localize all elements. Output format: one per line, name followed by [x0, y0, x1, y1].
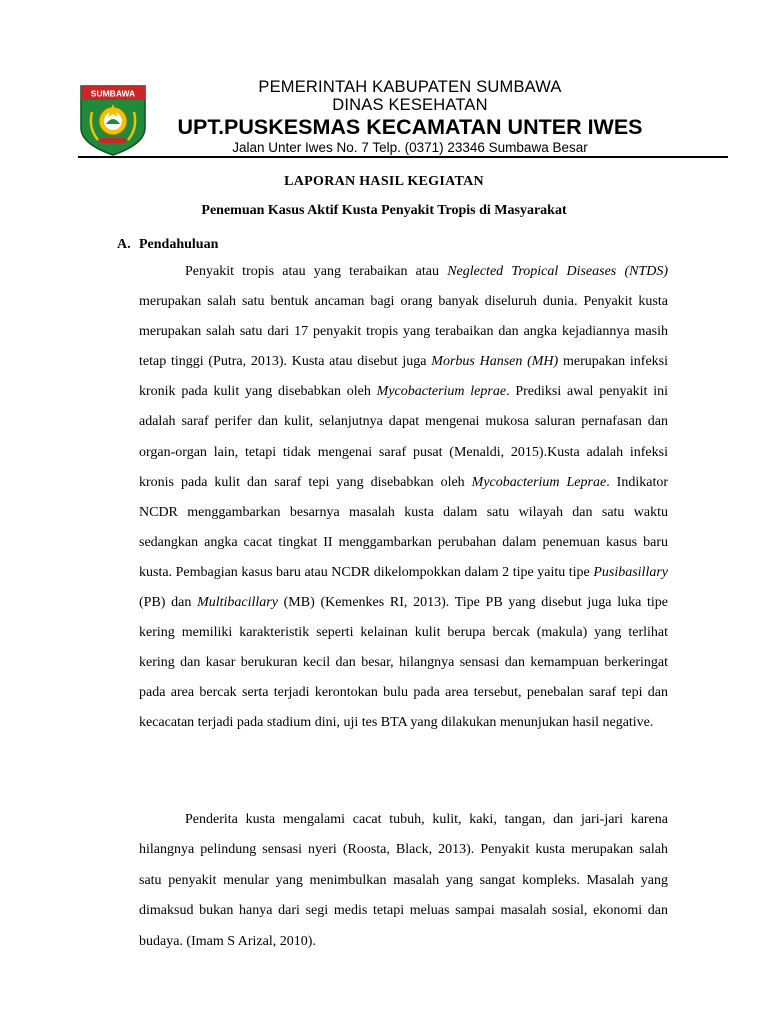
address-line: Jalan Unter Iwes No. 7 Telp. (0371) 23346 Sumbawa Besar [232, 140, 588, 155]
letterhead [0, 0, 768, 165]
government-name: PEMERINTAH KABUPATEN SUMBAWA [258, 78, 562, 96]
p1-text-10: (PB) dan [139, 595, 198, 611]
p1-term-mycobacterium-leprae: Mycobacterium leprae [376, 384, 507, 400]
p1-text-4: merupakan infeksi kronik pada kulit yang disebabkan oleh [139, 354, 669, 400]
report-subtitle: Penemuan Kasus Aktif Kusta Penyakit Tropis di Masyarakat [201, 203, 567, 218]
report-title: LAPORAN HASIL KEGIATAN [284, 174, 484, 189]
p1-text-8: . Indikator NCDR menggambarkan besarnya masalah kusta dalam satu wilayah dan satu waktu sedangkan angka cacat tingkat II menggambarkan perubahan dalam penemuan kasus baru kusta. Pembagian kasus baru atau NCDR dikelompokkan dalam 2 tipe yaitu tipe [139, 474, 668, 580]
paragraph-1 [139, 257, 668, 739]
department-name: DINAS KESEHATAN [332, 96, 488, 114]
p1-text-12: (MB) (Kemenkes RI, 2013). Tipe PB yang disebut juga luka tipe kering memiliki karakteristik seperti kelainan kulit berupa bercak (makula) yang terlihat kering dan kasar berukuran kecil dan besar, hilangnya sensasi dan kemampuan berkeringat pada area bercak serta terjadi kerontokan bulu pada area tersebut, penebalan saraf tepi dan kecacatan terjadi pada stadium dini, uji tes BTA yang dilakukan menunjukan hasil negative. [139, 595, 668, 731]
p1-term-multibacillary: Multibacillary [197, 595, 278, 611]
section-marker: A. [117, 237, 131, 252]
p1-term-morbus-hansen: Morbus Hansen (MH) [431, 354, 559, 370]
p1-term-ntds: Neglected Tropical Diseases (NTDS) [447, 264, 668, 279]
sumbawa-regency-emblem-icon [78, 84, 148, 156]
paragraph-2: Penderita kusta mengalami cacat tubuh, kulit, kaki, tangan, dan jari-jari karena hilangnya pelindung sensasi nyeri (Roosta, Black, 2013). Penyakit kusta merupakan salah satu penyakit menular yang menimbulkan masalah yang sangat kompleks. Masalah yang dimaksud bukan hanya dari segi medis tetapi meluas sampai masalah sosial, ekonomi dan budaya. (Imam S Arizal, 2010). [139, 812, 668, 949]
section-heading [117, 237, 218, 253]
p1-text-2: merupakan salah satu bentuk ancaman bagi orang banyak diseluruh dunia. Penyakit kusta merupakan salah satu dari 17 penyakit tropis yang terabaikan dan angka kejadiannya masih tetap tinggi (Putra, 2013). Kusta atau disebut juga [139, 294, 668, 370]
section-title: Pendahuluan [139, 237, 219, 252]
emblem-label: SUMBAWA [90, 88, 136, 99]
unit-name: UPT.PUSKESMAS KECAMATAN UNTER IWES [177, 115, 643, 139]
letterhead-divider [78, 156, 728, 158]
p1-text-0: Penyakit tropis atau yang terabaikan atau [185, 264, 448, 279]
p1-text-6: . Prediksi awal penyakit ini adalah saraf perifer dan kulit, selanjutnya dapat mengenai mukosa saluran pernafasan dan organ-organ lain, tetapi tidak mengenai saraf pusat (Menaldi, 2015).Kusta adalah infeksi kronis pada kulit dan saraf tepi yang disebabkan oleh [139, 384, 668, 490]
p1-term-pusibasillary: Pusibasillary [593, 564, 668, 580]
p1-term-mycobacterium-leprae-2: Mycobacterium Leprae [471, 474, 607, 490]
